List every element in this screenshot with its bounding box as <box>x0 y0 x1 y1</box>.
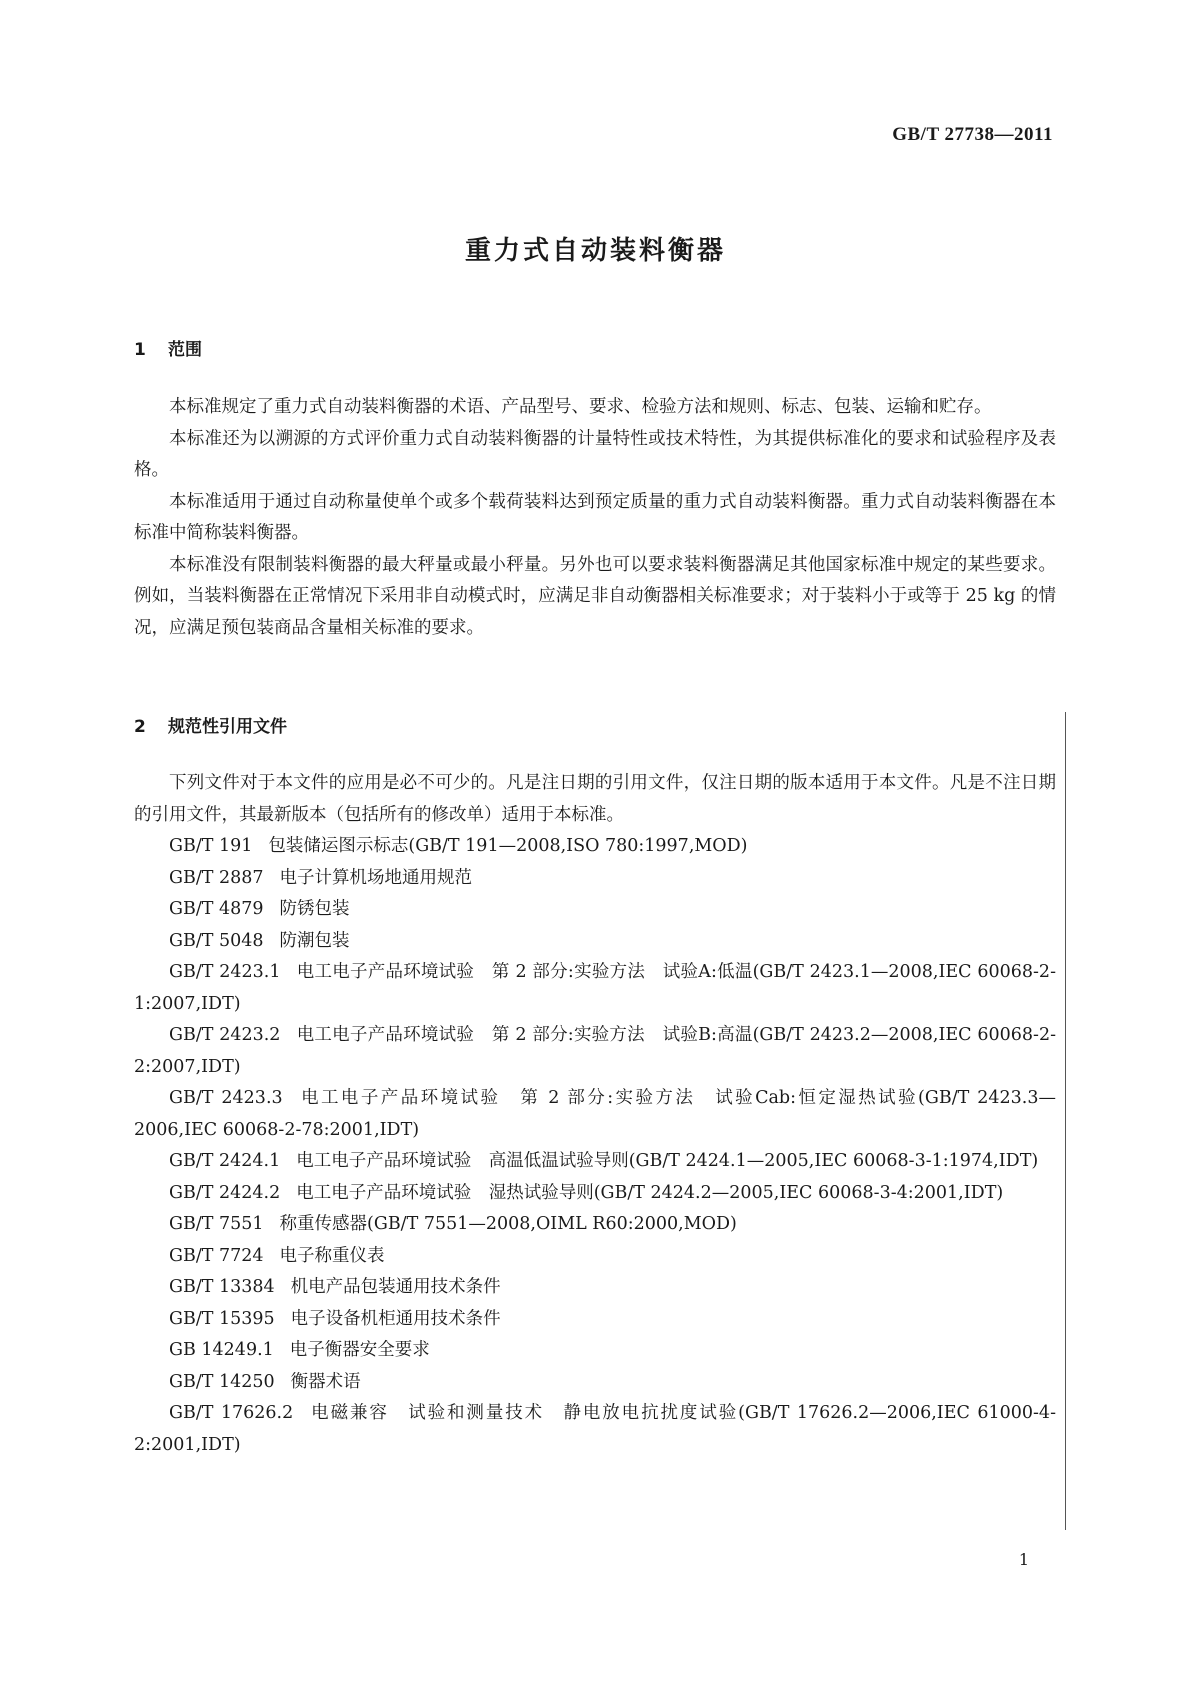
reference-code: GB/T 7724 <box>169 1245 264 1266</box>
reference-entry <box>134 1146 1056 1178</box>
reference-entry <box>134 1367 1056 1399</box>
reference-code: GB/T 7551 <box>169 1214 264 1234</box>
reference-code: GB/T 191 <box>169 836 253 856</box>
reference-entry <box>134 1272 1056 1304</box>
section-1-body <box>134 392 1056 644</box>
reference-title: 电工电子产品环境试验 高温低温试验导则(GB/T 2424.1—2005,IEC 60068-3-1:1974,IDT) <box>296 1151 1039 1171</box>
reference-title: 电子计算机场地通用规范 <box>279 867 473 888</box>
reference-list <box>134 831 1056 1461</box>
references-intro: 下列文件对于本文件的应用是必不可少的。凡是注日期的引用文件，仅注日期的版本适用于本文件。凡是不注日期的引用文件，其最新版本（包括所有的修改单）适用于本标准。 <box>134 773 1056 825</box>
reference-code: GB/T 2887 <box>169 867 264 888</box>
reference-code: GB 14249.1 <box>169 1340 274 1360</box>
reference-code: GB/T 2423.3 <box>169 1088 283 1108</box>
reference-code: GB/T 2424.2 <box>169 1182 281 1203</box>
reference-code: GB/T 14250 <box>169 1371 275 1392</box>
reference-title: 电子称重仪表 <box>279 1245 385 1266</box>
reference-entry <box>134 1083 1056 1146</box>
reference-entry <box>134 1020 1056 1083</box>
section-2-body <box>134 768 1056 1461</box>
reference-entry <box>134 1398 1056 1461</box>
reference-code: GB/T 4879 <box>169 899 264 919</box>
reference-title: 机电产品包装通用技术条件 <box>290 1277 501 1297</box>
reference-title: 电子衡器安全要求 <box>289 1340 430 1360</box>
document-title: 重力式自动装料衡器 <box>464 236 726 266</box>
reference-title: 电工电子产品环境试验 第 2 部分:实验方法 试验A:低温(GB/T 2423.1—2008,IEC 60068-2-1:2007,IDT) <box>134 962 1056 1014</box>
section-2-heading <box>134 712 287 737</box>
reference-title: 电工电子产品环境试验 湿热试验导则(GB/T 2424.2—2005,IEC 60068-3-4:2001,IDT) <box>296 1182 1004 1203</box>
reference-code: GB/T 17626.2 <box>169 1403 294 1423</box>
reference-code: GB/T 5048 <box>169 930 264 951</box>
reference-code: GB/T 13384 <box>169 1277 275 1297</box>
standard-code: GB/T 27738—2011 <box>892 124 1053 145</box>
scope-paragraph: 本标准适用于通过自动称量使单个或多个载荷装料达到预定质量的重力式自动装料衡器。重力式自动装料衡器在本标准中简称装料衡器。 <box>134 491 1056 543</box>
reference-title: 防锈包装 <box>279 899 350 919</box>
reference-entry <box>134 1241 1056 1273</box>
reference-title: 电磁兼容 试验和测量技术 静电放电抗扰度试验(GB/T 17626.2—2006,IEC 61000-4-2:2001,IDT) <box>134 1403 1056 1455</box>
reference-title: 电工电子产品环境试验 第 2 部分:实验方法 试验Cab:恒定湿热试验(GB/T 2423.3—2006,IEC 60068-2-78:2001,IDT) <box>134 1088 1056 1140</box>
reference-entry <box>134 957 1056 1020</box>
reference-entry <box>134 863 1056 895</box>
reference-entry <box>134 1178 1056 1210</box>
reference-entry <box>134 1335 1056 1367</box>
reference-title: 防潮包装 <box>279 930 350 951</box>
reference-entry <box>134 926 1056 958</box>
reference-title: 电工电子产品环境试验 第 2 部分:实验方法 试验B:高温(GB/T 2423.2—2008,IEC 60068-2-2:2007,IDT) <box>134 1025 1056 1077</box>
reference-entry <box>134 1304 1056 1336</box>
reference-entry <box>134 831 1056 863</box>
page-number: 1 <box>1018 1550 1029 1569</box>
section-1-title: 范围 <box>168 340 202 360</box>
section-2-number: 2 <box>134 717 146 737</box>
reference-code: GB/T 2424.1 <box>169 1151 281 1171</box>
scope-paragraph: 本标准没有限制装料衡器的最大秤量或最小秤量。另外也可以要求装料衡器满足其他国家标准中规定的某些要求。例如，当装料衡器在正常情况下采用非自动模式时，应满足非自动衡器相关标准要求；对于装料小于或等于 25 kg 的情况，应满足预包装商品含量相关标准的要求。 <box>134 554 1056 638</box>
reference-code: GB/T 2423.2 <box>169 1025 281 1045</box>
reference-code: GB/T 15395 <box>169 1308 275 1329</box>
section-1-heading <box>134 335 202 360</box>
reference-entry <box>134 894 1056 926</box>
scope-paragraph: 本标准规定了重力式自动装料衡器的术语、产品型号、要求、检验方法和规则、标志、包装、运输和贮存。 <box>169 397 992 417</box>
reference-entry <box>134 1209 1056 1241</box>
reference-title: 衡器术语 <box>290 1371 361 1392</box>
reference-title: 包装储运图示标志(GB/T 191—2008,ISO 780:1997,MOD) <box>268 836 748 856</box>
margin-rule <box>1065 712 1066 1530</box>
scope-paragraph: 本标准还为以溯源的方式评价重力式自动装料衡器的计量特性或技术特性，为其提供标准化的要求和试验程序及表格。 <box>134 428 1056 480</box>
section-1-number: 1 <box>134 340 146 360</box>
reference-title: 称重传感器(GB/T 7551—2008,OIML R60:2000,MOD) <box>279 1214 737 1234</box>
section-2-title: 规范性引用文件 <box>168 717 287 737</box>
reference-code: GB/T 2423.1 <box>169 962 281 982</box>
reference-title: 电子设备机柜通用技术条件 <box>290 1308 501 1329</box>
